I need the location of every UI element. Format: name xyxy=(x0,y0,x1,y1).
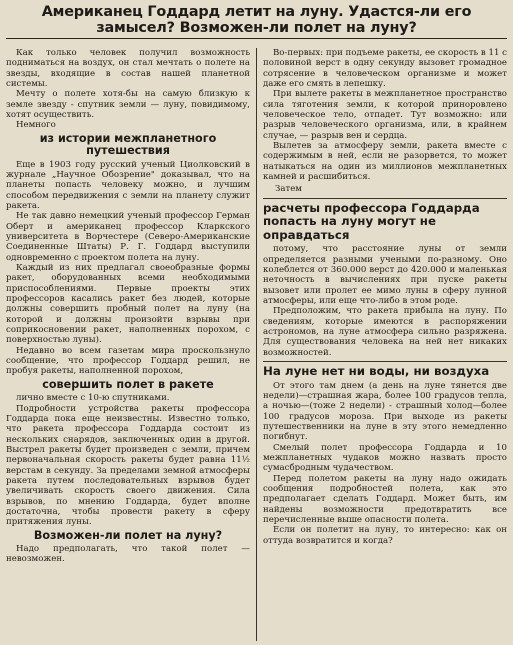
paragraph: Недавно во всем газетам мира проскользнуло сообщение, что профессор Годдард решил, не пробуя ракеты, наполненной порохом, xyxy=(6,345,250,377)
paragraph: Перед полетом ракеты на луну надо ожидать сообщения подробностей полета, как это предполагает сделать Годдард. Может быть, им найдены возможности предотвратить все перечисленные выше опасности полета. xyxy=(262,473,507,526)
paragraph: Смелый полет профессора Годдарда и 10 межпланетных чудаков можно назвать просто сумасбродным чудачеством. xyxy=(262,442,507,474)
subheading-calculations: расчеты профессора Годдарда попасть на луну могут не оправдаться xyxy=(262,200,480,242)
paragraph: При вылете ракеты в межпланетное пространство сила тяготения земли, к которой приноровлено человеческое тело, отпадет. Тут возможно: или разрыв человеческого организма, или, в крайнем случае, — разрыв вен и сердца. xyxy=(262,89,507,141)
paragraph: Мечту о полете хотя-бы на самую близкую к земле звезду - спутник земли — луну, повидимому, хотят осуществить. xyxy=(6,89,250,121)
paragraph: Подробности устройства ракеты профессора Годдарда пока еще неизвестны. Известно только, что ракета профессора Годдарда состоит из нескольких снарядов, заключенных один в другой. Выстрел ракеты будет произведен с земли, причем первоначальная скорость ракеты будет равна 11½ верстам в секунду. За пределами земной атмосферы ракета путем последовательных взрывов будет увеличивать скорость своего движения. Сила взрывов, по мнению Годдарда, будет вполне достаточна, чтобы провести ракету в сферу притяжения луны. xyxy=(6,403,250,528)
paragraph: Каждый из них предлагал своеобразные формы ракет, оборудованных всеми необходимыми приспособлениями. Первые проекты этих профессоров касались ракет без людей, которые должны совершить пробный полет на луну (на которой и должны произойти взрывы при соприкосновении ракет, наполненных порохом, с поверхностью луны). xyxy=(6,263,250,346)
subheading-flight: совершить полет в ракете xyxy=(42,377,214,391)
headline-rule xyxy=(6,38,507,39)
paragraph: Если он полетит на луну, то интересно: как он оттуда возвратится и когда? xyxy=(262,525,507,546)
paragraph: потому, что расстояние луны от земли определяется разными учеными по-разному. Оно колеблется от 360.000 верст до 420.000 и маленькая неточность в вычислениях при пуске ракеты вызовет или пролет ее мимо луны в сферу лунной атмосферы, или еще что-либо в этом роде. xyxy=(262,244,507,307)
column-divider xyxy=(256,48,257,641)
paragraph: Предположим, что ракета прибыла на луну. По сведениям, которые имеются в распоряжении астрономов, на луне атмосфера сильно разряжена. Для существования человека на ней нет никаких возможностей. xyxy=(262,306,507,358)
subheading-no-water: На луне нет ни воды, ни воздуха xyxy=(262,364,490,379)
paragraph: Еще в 1903 году русский ученый Циолковский в журнале „Научное Обозрение" доказывал, что на планеты попасть человеку можно, и лучшим способом передвижения с земли на планету служит ракета. xyxy=(6,159,250,211)
section-rule xyxy=(263,198,507,199)
transition-word: Затем xyxy=(274,184,302,195)
right-column xyxy=(263,48,507,641)
section-rule xyxy=(263,361,507,362)
article-columns xyxy=(6,48,507,641)
paragraph: Не так давно немецкий ученый профессор Герман Оберт и американец профессор Кларкского университета в Ворчестере (Северо-Американские Соединенные Штаты) Р. Г. Годдард выступили одновременно с проектом полета на луну. xyxy=(6,211,250,263)
paragraph: Во-первых: при подъеме ракеты, ее скорость в 11 с половиной верст в одну секунду вызовет громадное сотрясение в человеческом организме и может даже его смять в лепешку. xyxy=(262,48,507,90)
left-column xyxy=(6,48,250,641)
subheading-possible: Возможен-ли полет на луну? xyxy=(33,528,223,542)
paragraph: Как только человек получил возможность подниматься на воздух, он стал мечтать о полете на звезды, входящие в состав нашей планетной системы. xyxy=(6,48,250,90)
subheading-history: из истории межпланетного путешествия xyxy=(39,131,217,158)
paragraph: Надо предполагать, что такой полет — невозможен. xyxy=(6,544,250,565)
paragraph: лично вместе с 10-ю спутниками. xyxy=(16,393,170,404)
paragraph: От этого там днем (а день на луне тянется две недели)—страшная жара, более 100 градусов тепла, а ночью—(тоже 2 недели) - страшный холод—более 100 градусов мороза. При выходе из ракеты путешественники на луне в эту этого немедленно погибнут. xyxy=(262,380,507,443)
headline: Американец Годдард летит на луну. Удастся-ли его замысел? Возможен-ли полет на луну? xyxy=(41,4,472,36)
paragraph: Вылетев за атмосферу земли, ракета вместе с содержимым в ней, если не разорвется, то может натыкаться на один из миллионов межпланетных камней и расшибиться. xyxy=(262,141,507,183)
paragraph: Немного xyxy=(16,120,56,131)
